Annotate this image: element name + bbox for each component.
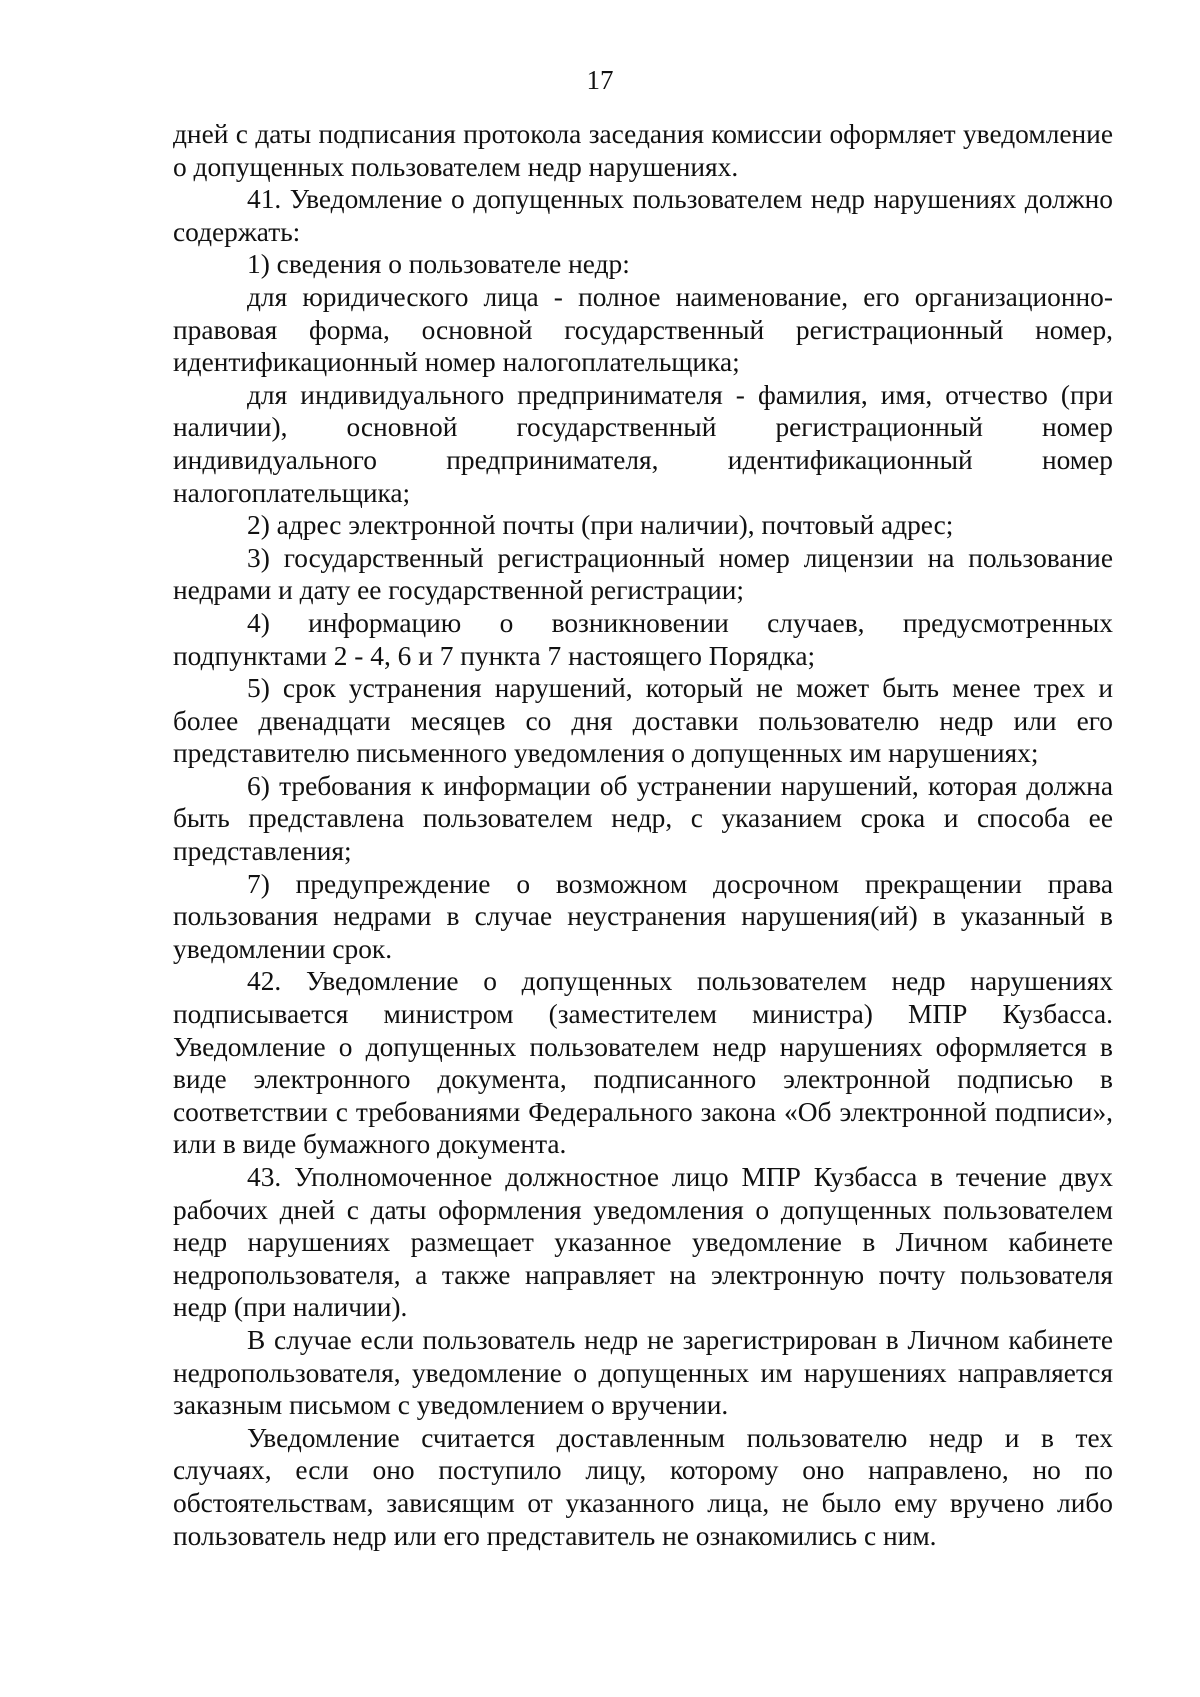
paragraph-item-43: 43. Уполномоченное должностное лицо МПР Кузбасса в течение двух рабочих дней с даты оформления уведомления о допущенных пользователем недр нарушениях размещает указанное уведомление в Личном кабинете недропользователя, а также направляет на электронную почту пользователя недр (при наличии).: [173, 1162, 1113, 1323]
page-number: 17: [586, 65, 614, 95]
paragraph-delivery-considered: Уведомление считается доставленным пользователю недр и в тех случаях, если оно поступило лицу, которому оно направлено, но по обстоятельствам, зависящим от указанного лица, не было ему вручено либо пользователь недр или его представитель не ознакомились с ним.: [173, 1422, 1113, 1551]
paragraph-registered-mail: В случае если пользователь недр не зарегистрирован в Личном кабинете недропользователя, уведомление о допущенных им нарушениях направляется заказным письмом с уведомлением о вручении.: [173, 1324, 1113, 1421]
paragraph-item-42: 42. Уведомление о допущенных пользователем недр нарушениях подписывается министром (заместителем министра) МПР Кузбасса. Уведомление о допущенных пользователем недр нарушениях оформляется в виде электронного документа, подписанного электронной подписью в соответствии с требованиями Федерального закона «Об электронной подписи», или в виде бумажного документа.: [173, 966, 1113, 1160]
paragraph-subitem-7: 7) предупреждение о возможном досрочном прекращении права пользования недрами в случае неустранения нарушения(ий) в указанный в уведомлении срок.: [173, 868, 1113, 964]
paragraph-legal-entity: для юридического лица - полное наименование, его организационно-правовая форма, основной государственный регистрационный номер, идентификационный номер налогоплательщика;: [173, 281, 1113, 378]
paragraph-subitem-1: 1) сведения о пользователе недр:: [247, 249, 630, 280]
paragraph-individual-entrepreneur: для индивидуального предпринимателя - фамилия, имя, отчество (при наличии), основной государственный регистрационный номер индивидуального предпринимателя, идентификационный номер налогоплательщика;: [173, 379, 1113, 508]
paragraph-subitem-3: 3) государственный регистрационный номер лицензии на пользование недрами и дату ее государственной регистрации;: [173, 542, 1113, 606]
document-body: [173, 118, 1113, 1552]
paragraph-subitem-4: 4) информацию о возникновении случаев, предусмотренных подпунктами 2 - 4, 6 и 7 пункта 7 настоящего Порядка;: [173, 607, 1113, 671]
paragraph-item-41: 41. Уведомление о допущенных пользователем недр нарушениях должно содержать:: [173, 184, 1113, 247]
paragraph-subitem-5: 5) срок устранения нарушений, который не может быть менее трех и более двенадцати месяцев со дня доставки пользователю недр или его представителю письменного уведомления о допущенных им нарушениях;: [173, 673, 1113, 769]
paragraph-subitem-6: 6) требования к информации об устранении нарушений, которая должна быть представлена пользователем недр, с указанием срока и способа ее представления;: [173, 770, 1113, 867]
paragraph-continuation: дней с даты подписания протокола заседания комиссии оформляет уведомление о допущенных пользователем недр нарушениях.: [173, 119, 1113, 182]
paragraph-subitem-2: 2) адрес электронной почты (при наличии), почтовый адрес;: [247, 510, 954, 541]
